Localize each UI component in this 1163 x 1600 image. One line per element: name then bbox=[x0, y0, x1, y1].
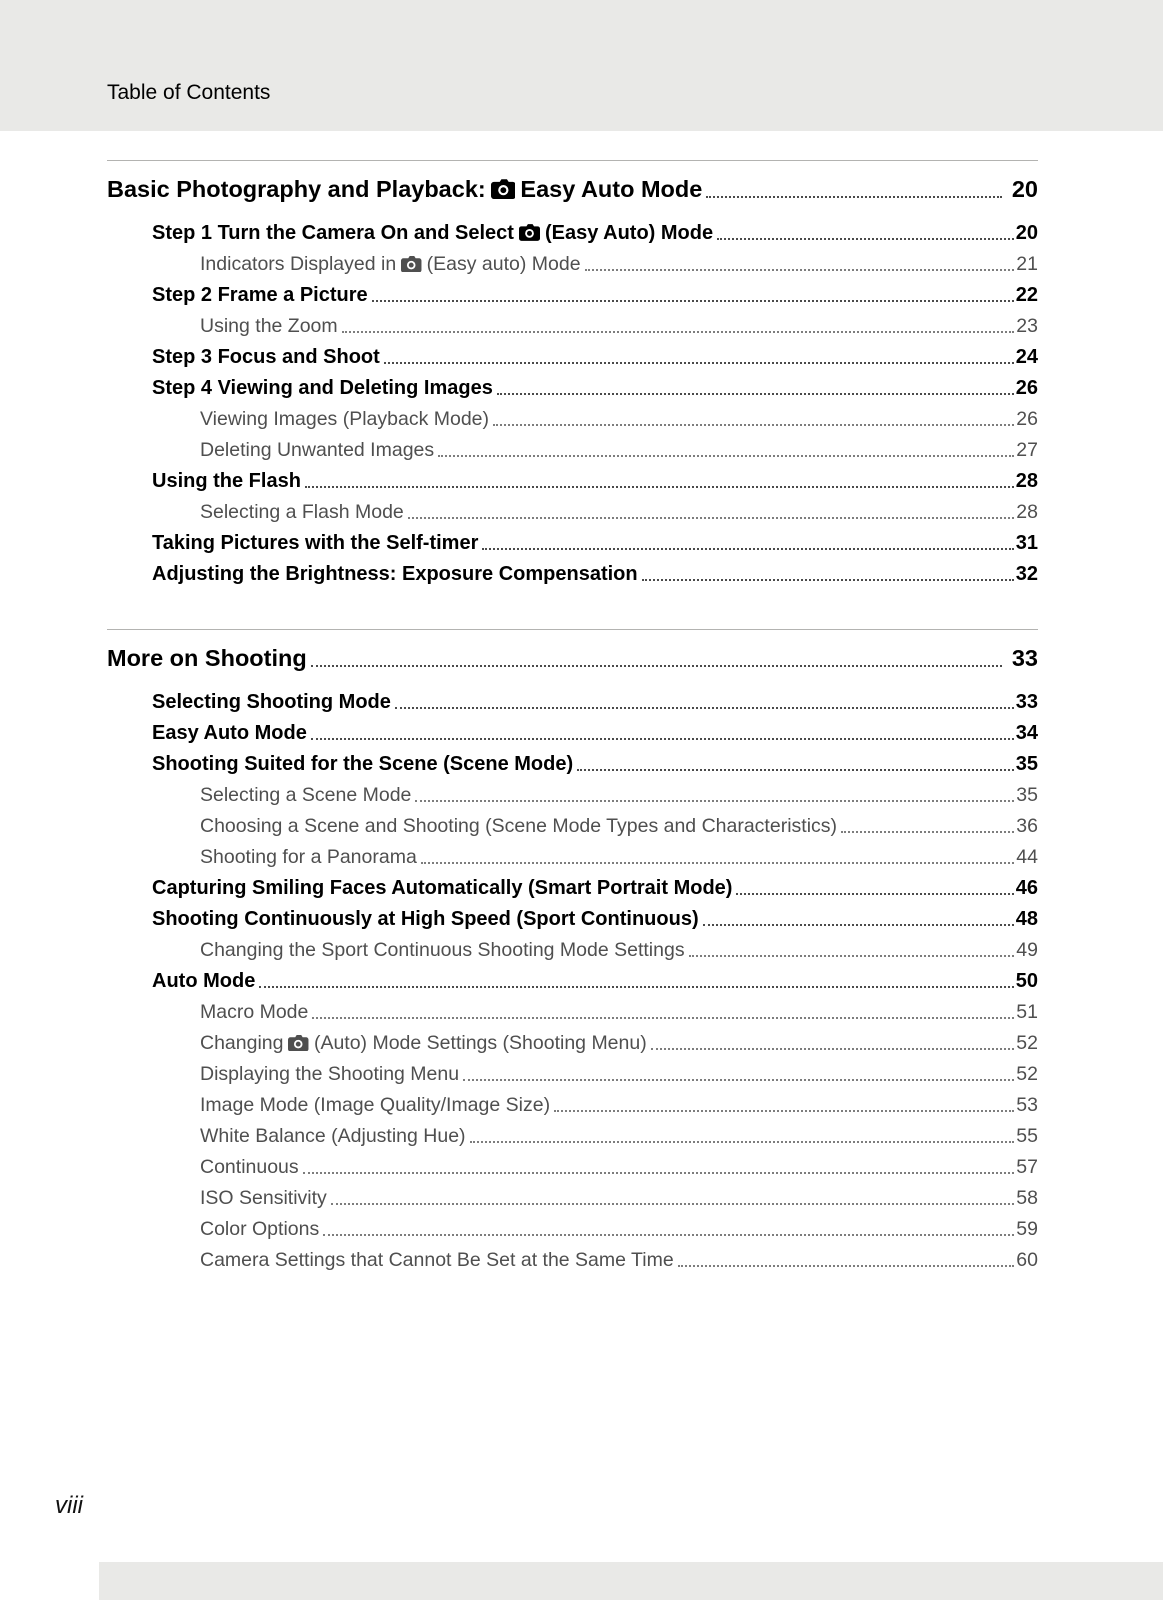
toc-entry[interactable] bbox=[107, 1024, 1038, 1055]
toc-entry-text: Step 1 Turn the Camera On and Select bbox=[152, 222, 514, 245]
toc-section-heading-page: 33 bbox=[1011, 645, 1038, 672]
toc-entry-page: 55 bbox=[1016, 1125, 1038, 1148]
dot-leader bbox=[342, 331, 1015, 333]
toc-entry[interactable] bbox=[107, 1148, 1038, 1179]
toc-entry-text: Step 4 Viewing and Deleting Images bbox=[152, 377, 493, 400]
toc-entry-page: 44 bbox=[1016, 846, 1038, 869]
toc-entry-page: 60 bbox=[1016, 1249, 1038, 1272]
toc-section-heading[interactable] bbox=[107, 176, 1038, 203]
toc-entry[interactable] bbox=[107, 931, 1038, 962]
toc-entry[interactable] bbox=[107, 807, 1038, 838]
toc-section-heading-text: Basic Photography and Playback: bbox=[107, 176, 486, 203]
toc-entry-text: Using the Flash bbox=[152, 470, 301, 493]
toc-entry-title bbox=[152, 970, 255, 993]
toc-entry[interactable] bbox=[107, 431, 1038, 462]
dot-leader bbox=[841, 831, 1014, 833]
toc-entry-title bbox=[200, 784, 411, 807]
toc-entry[interactable] bbox=[107, 776, 1038, 807]
toc-entry-text: Changing the Sport Continuous Shooting Mode Settings bbox=[200, 939, 685, 962]
toc-entry-page: 46 bbox=[1015, 877, 1038, 900]
dot-leader bbox=[305, 486, 1014, 488]
toc-entry-page: 36 bbox=[1016, 815, 1038, 838]
toc-entry-title bbox=[200, 1001, 308, 1024]
dot-leader bbox=[438, 455, 1014, 457]
toc-entry[interactable] bbox=[107, 993, 1038, 1024]
dot-leader bbox=[678, 1265, 1015, 1267]
dot-leader bbox=[415, 800, 1014, 802]
toc-entry-text: Camera Settings that Cannot Be Set at the Same Time bbox=[200, 1249, 674, 1272]
toc-entry-page: 34 bbox=[1015, 722, 1038, 745]
toc-entry-text: (Easy Auto) Mode bbox=[544, 222, 714, 245]
toc-entry-title bbox=[152, 908, 699, 931]
toc-entry-text: Color Options bbox=[200, 1218, 320, 1241]
toc-entry-text: Displaying the Shooting Menu bbox=[200, 1063, 460, 1086]
toc-entry-text: White Balance (Adjusting Hue) bbox=[200, 1125, 466, 1148]
toc-entry-text: Indicators Displayed in bbox=[200, 253, 397, 276]
toc-entry-title bbox=[152, 377, 493, 400]
toc-entry[interactable] bbox=[107, 307, 1038, 338]
toc-entry-title bbox=[152, 221, 713, 245]
toc-entry-text: Changing bbox=[200, 1032, 284, 1055]
toc-entry-title bbox=[200, 315, 338, 338]
toc-entry[interactable] bbox=[107, 1117, 1038, 1148]
dot-leader bbox=[421, 862, 1014, 864]
toc-entry-title bbox=[152, 532, 478, 555]
dot-leader bbox=[482, 548, 1013, 550]
toc-entry-page: 49 bbox=[1016, 939, 1038, 962]
toc-entry-page: 24 bbox=[1015, 346, 1038, 369]
toc-entry-title bbox=[200, 939, 685, 962]
toc-entry[interactable] bbox=[107, 838, 1038, 869]
dot-leader bbox=[259, 986, 1013, 988]
toc-entry-page: 21 bbox=[1016, 253, 1038, 276]
page-title: Table of Contents bbox=[107, 81, 271, 104]
toc-entry-title bbox=[200, 1218, 319, 1241]
toc-entry-page: 31 bbox=[1015, 532, 1038, 555]
dot-leader bbox=[372, 300, 1014, 302]
toc-entry-text: Shooting for a Panorama bbox=[200, 846, 417, 869]
page-number: viii bbox=[55, 1492, 83, 1519]
toc-section-heading-title bbox=[107, 645, 307, 672]
dot-leader bbox=[395, 707, 1014, 709]
toc-entry-text: Taking Pictures with the Self-timer bbox=[152, 532, 479, 555]
toc-entry[interactable] bbox=[107, 555, 1038, 586]
toc-entry-title bbox=[200, 439, 434, 462]
toc-entry-text: Viewing Images (Playback Mode) bbox=[200, 408, 490, 431]
toc-section-heading-text: More on Shooting bbox=[107, 645, 307, 672]
toc-entry-text: Macro Mode bbox=[200, 1001, 309, 1024]
toc-entry-title bbox=[152, 691, 391, 714]
dot-leader bbox=[311, 665, 1002, 667]
dot-leader bbox=[493, 424, 1014, 426]
toc-entry-title bbox=[200, 846, 417, 869]
toc-entry[interactable] bbox=[107, 338, 1038, 369]
toc-entry-page: 51 bbox=[1016, 1001, 1038, 1024]
toc-entry[interactable] bbox=[107, 1179, 1038, 1210]
toc-entry-page: 26 bbox=[1015, 377, 1038, 400]
dot-leader bbox=[706, 196, 1002, 198]
toc-entry-text: (Auto) Mode Settings (Shooting Menu) bbox=[313, 1032, 647, 1055]
dot-leader bbox=[323, 1234, 1014, 1236]
dot-leader bbox=[585, 269, 1015, 271]
toc-section-heading[interactable] bbox=[107, 645, 1038, 672]
toc-entry[interactable] bbox=[107, 714, 1038, 745]
toc-entry-title bbox=[200, 408, 489, 431]
toc-entry-page: 32 bbox=[1015, 563, 1038, 586]
dot-leader bbox=[651, 1048, 1015, 1050]
toc-entry-text: Selecting a Flash Mode bbox=[200, 501, 404, 524]
toc-entry-page: 52 bbox=[1016, 1032, 1038, 1055]
toc-entry-text: (Easy auto) Mode bbox=[426, 253, 581, 276]
toc-entry-text: ISO Sensitivity bbox=[200, 1187, 327, 1210]
toc-section-heading-page: 20 bbox=[1011, 176, 1038, 203]
toc-entry-title bbox=[152, 722, 307, 745]
dot-leader bbox=[311, 738, 1014, 740]
toc-entry-title bbox=[152, 753, 573, 776]
toc-entry-title bbox=[152, 284, 368, 307]
toc-entry-title bbox=[200, 1187, 327, 1210]
toc-entry-title bbox=[200, 1125, 466, 1148]
toc-entry-page: 33 bbox=[1015, 691, 1038, 714]
easy-auto-camera-icon bbox=[401, 255, 421, 273]
toc-entry-page: 23 bbox=[1016, 315, 1038, 338]
dot-leader bbox=[463, 1079, 1014, 1081]
dot-leader bbox=[303, 1172, 1015, 1174]
auto-camera-icon bbox=[288, 1034, 308, 1052]
toc-entry-page: 20 bbox=[1015, 222, 1038, 245]
toc-entry-page: 27 bbox=[1016, 439, 1038, 462]
dot-leader bbox=[408, 517, 1015, 519]
section-divider bbox=[107, 160, 1038, 161]
toc-entry[interactable] bbox=[107, 1086, 1038, 1117]
toc-entry[interactable] bbox=[107, 369, 1038, 400]
toc-entry-title bbox=[200, 1249, 674, 1272]
toc-section-heading-text: Easy Auto Mode bbox=[520, 176, 703, 203]
toc-entry[interactable] bbox=[107, 869, 1038, 900]
toc-entry-page: 50 bbox=[1015, 970, 1038, 993]
dot-leader bbox=[470, 1141, 1015, 1143]
toc-entry-page: 53 bbox=[1016, 1094, 1038, 1117]
toc-entry-page: 58 bbox=[1016, 1187, 1038, 1210]
toc-entry[interactable] bbox=[107, 962, 1038, 993]
dot-leader bbox=[642, 579, 1014, 581]
toc-section-heading-title bbox=[107, 176, 702, 203]
toc-entry-text: Step 2 Frame a Picture bbox=[152, 284, 368, 307]
toc-entry-text: Selecting Shooting Mode bbox=[152, 691, 391, 714]
footer-band bbox=[99, 1562, 1163, 1600]
toc-entry-title bbox=[200, 253, 581, 277]
dot-leader bbox=[703, 924, 1014, 926]
toc-entry[interactable] bbox=[107, 493, 1038, 524]
dot-leader bbox=[554, 1110, 1014, 1112]
toc-entry[interactable] bbox=[107, 400, 1038, 431]
table-of-contents bbox=[107, 131, 1038, 1272]
toc-entry[interactable] bbox=[107, 214, 1038, 245]
dot-leader bbox=[331, 1203, 1015, 1205]
toc-entry-title bbox=[200, 1032, 647, 1056]
toc-entry[interactable] bbox=[107, 462, 1038, 493]
dot-leader bbox=[384, 362, 1014, 364]
toc-entry-text: Easy Auto Mode bbox=[152, 722, 307, 745]
toc-entry-title bbox=[200, 815, 837, 838]
dot-leader bbox=[736, 893, 1013, 895]
dot-leader bbox=[312, 1017, 1014, 1019]
toc-entry-text: Selecting a Scene Mode bbox=[200, 784, 412, 807]
easy-auto-camera-icon bbox=[519, 223, 540, 241]
toc-entry[interactable] bbox=[107, 276, 1038, 307]
toc-entry[interactable] bbox=[107, 1241, 1038, 1272]
toc-entry-text: Adjusting the Brightness: Exposure Compensation bbox=[152, 563, 638, 586]
toc-entry[interactable] bbox=[107, 683, 1038, 714]
dot-leader bbox=[689, 955, 1015, 957]
toc-entry-text: Deleting Unwanted Images bbox=[200, 439, 435, 462]
toc-entry[interactable] bbox=[107, 745, 1038, 776]
header-band bbox=[0, 0, 1163, 131]
toc-entry-title bbox=[152, 563, 638, 586]
toc-entry-page: 22 bbox=[1015, 284, 1038, 307]
toc-entry[interactable] bbox=[107, 1055, 1038, 1086]
toc-entry-page: 28 bbox=[1016, 501, 1038, 524]
toc-entry-page: 28 bbox=[1015, 470, 1038, 493]
toc-entry-title bbox=[200, 1063, 459, 1086]
toc-entry-title bbox=[200, 501, 404, 524]
toc-entry-page: 35 bbox=[1015, 753, 1038, 776]
toc-entry-text: Choosing a Scene and Shooting (Scene Mode Types and Characteristics) bbox=[200, 815, 838, 838]
toc-entry-page: 26 bbox=[1016, 408, 1038, 431]
toc-entry-text: Capturing Smiling Faces Automatically (Smart Portrait Mode) bbox=[152, 877, 733, 900]
toc-entry-text: Shooting Continuously at High Speed (Sport Continuous) bbox=[152, 908, 699, 931]
toc-entry-text: Continuous bbox=[200, 1156, 299, 1179]
section-divider bbox=[107, 629, 1038, 630]
toc-entry-title bbox=[200, 1094, 550, 1117]
toc-entry-page: 57 bbox=[1016, 1156, 1038, 1179]
toc-entry-title bbox=[152, 877, 732, 900]
toc-entry-page: 52 bbox=[1016, 1063, 1038, 1086]
toc-entry-text: Using the Zoom bbox=[200, 315, 338, 338]
toc-entry-page: 48 bbox=[1015, 908, 1038, 931]
toc-entry[interactable] bbox=[107, 900, 1038, 931]
dot-leader bbox=[717, 238, 1014, 240]
toc-entry-text: Step 3 Focus and Shoot bbox=[152, 346, 380, 369]
toc-entry-title bbox=[152, 470, 301, 493]
toc-entry-title bbox=[152, 346, 380, 369]
toc-entry-text: Shooting Suited for the Scene (Scene Mode) bbox=[152, 753, 574, 776]
toc-entry-page: 35 bbox=[1016, 784, 1038, 807]
dot-leader bbox=[577, 769, 1014, 771]
toc-entry[interactable] bbox=[107, 1210, 1038, 1241]
toc-entry[interactable] bbox=[107, 524, 1038, 555]
toc-entry-text: Auto Mode bbox=[152, 970, 256, 993]
toc-entry-text: Image Mode (Image Quality/Image Size) bbox=[200, 1094, 551, 1117]
dot-leader bbox=[497, 393, 1014, 395]
toc-entry[interactable] bbox=[107, 245, 1038, 276]
easy-auto-camera-icon bbox=[491, 178, 516, 199]
toc-entry-title bbox=[200, 1156, 299, 1179]
toc-entry-page: 59 bbox=[1016, 1218, 1038, 1241]
